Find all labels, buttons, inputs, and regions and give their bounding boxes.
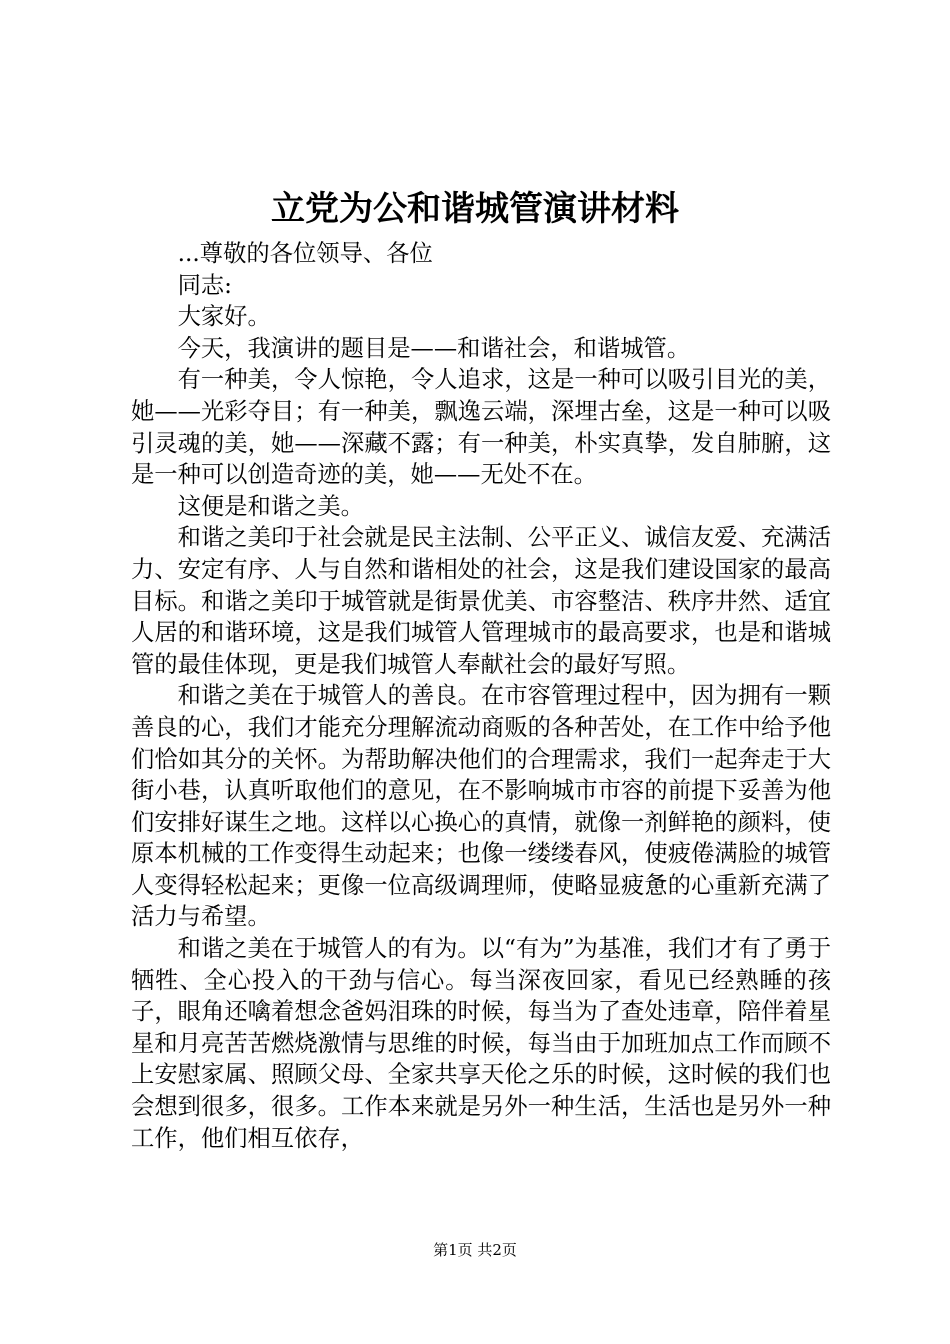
paragraph-hello: 大家好。 (177, 303, 271, 331)
paragraph-harmony-beauty: 这便是和谐之美。 (177, 492, 364, 520)
paragraph-greeting-line2: 同志: (177, 271, 233, 299)
page-footer: 第1页 共2页 (433, 1241, 517, 1259)
document-body (131, 238, 831, 1154)
paragraph-greeting-line1: ...尊敬的各位领导、各位 (177, 240, 433, 267)
paragraph-topic: 今天，我演讲的题目是——和谐社会，和谐城管。 (177, 334, 691, 362)
document-title: 立党为公和谐城管演讲材料 (271, 189, 679, 229)
paragraph-beauty: 有一种美，令人惊艳，令人追求，这是一种可以吸引目光的美，她——光彩夺目；有一种美，飘逸云端，深埋古垒，这是一种可以吸引灵魂的美，她——深藏不露；有一种美，朴实真挚，发自肺腑，这是一种可以创造奇迹的美，她——无处不在。 (131, 366, 831, 489)
paragraph-kindness: 和谐之美在于城管人的善良。在市容管理过程中，因为拥有一颗善良的心，我们才能充分理解流动商贩的各种苦处，在工作中给予他们恰如其分的关怀。为帮助解决他们的合理需求，我们一起奔走于大街小巷，认真听取他们的意见，在不影响城市市容的前提下妥善为他们安排好谋生之地。这样以心换心的真情，就像一剂鲜艳的颜料，使原本机械的工作变得生动起来；也像一缕缕春风，使疲倦满脸的城管人变得轻松起来；更像一位高级调理师，使略显疲惫的心重新充满了活力与希望。 (131, 682, 831, 931)
paragraph-society: 和谐之美印于社会就是民主法制、公平正义、诚信友爱、充满活力、安定有序、人与自然和谐相处的社会，这是我们建设国家的最高目标。和谐之美印于城管就是街景优美、市容整洁、秩序井然、适宜人居的和谐环境，这是我们城管人管理城市的最高要求，也是和谐城管的最佳体现，更是我们城管人奉献社会的最好写照。 (131, 524, 831, 678)
paragraph-accomplishment: 和谐之美在于城管人的有为。以“有为”为基准，我们才有了勇于牺牲、全心投入的干劲与信心。每当深夜回家，看见已经熟睡的孩子，眼角还噙着想念爸妈泪珠的时候，每当为了查处违章，陪伴着星星和月亮苦苦燃烧激情与思维的时候，每当由于加班加点工作而顾不上安慰家属、照顾父母、全家共享天伦之乐的时候，这时候的我们也会想到很多，很多。工作本来就是另外一种生活，生活也是另外一种工作，他们相互依存， (131, 935, 831, 1152)
